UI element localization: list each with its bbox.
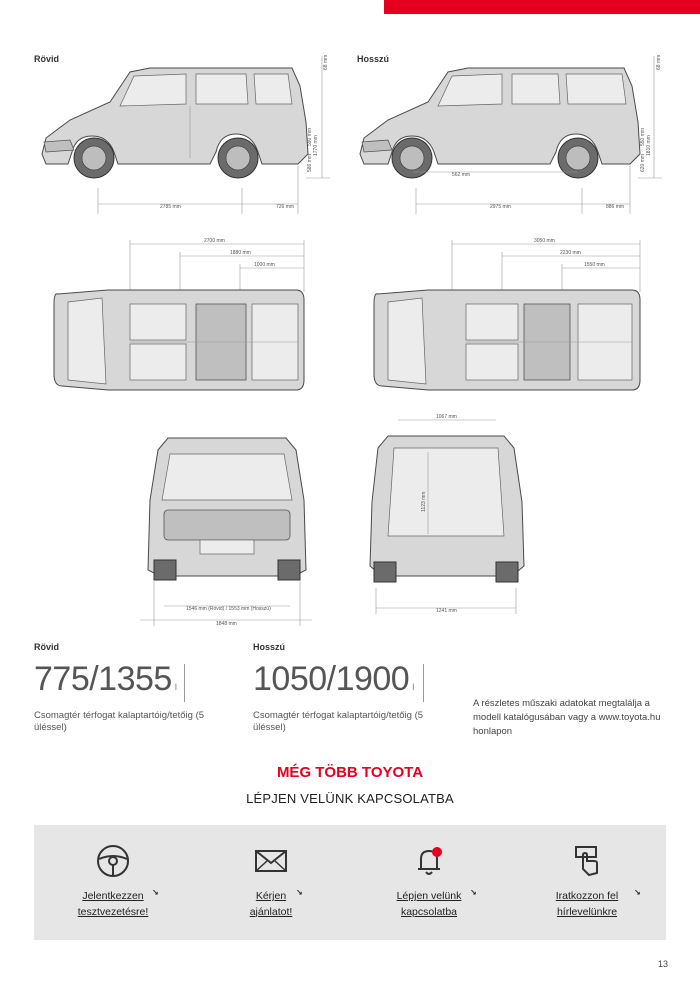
long-side-label: Hosszú (357, 54, 390, 64)
long-overhang-dim: 886 mm (606, 204, 625, 210)
contact-line1[interactable]: Lépjen velünk (396, 890, 462, 902)
short-wheelbase-dim: 2785 mm (160, 204, 181, 210)
short-ground-dim: 586 mm (307, 153, 313, 172)
long-height-dim: 1810 mm (646, 135, 652, 156)
long-sill-dim: 562 mm (452, 172, 471, 178)
short-van-side (42, 68, 308, 178)
specs-info-text: A részletes műszaki adatokat megtalálja a modell katalógusában vagy a www.toyota.hu honlapon (473, 698, 661, 737)
bell-notification-icon (411, 843, 447, 879)
contact-arrow-icon: ↘ (470, 888, 477, 897)
envelope-icon (253, 843, 289, 879)
long-volume-desc: Csomagtér térfogat kalaptartóig/tetőig (5 üléssel) (253, 710, 424, 734)
long-top-view-drawing (366, 232, 656, 412)
short-top-dimensions (130, 238, 304, 292)
newsletter-arrow-icon: ↘ (634, 888, 641, 897)
long-top-dim-c: 1550 mm (584, 262, 605, 268)
short-volume-label: Rövid (34, 642, 60, 652)
request-offer-line2[interactable]: ajánlatot! (249, 905, 293, 918)
short-side-view-drawing (30, 46, 340, 216)
newsletter-label[interactable] (508, 889, 666, 921)
long-van-top (374, 290, 640, 390)
headline: MÉG TÖBB TOYOTA (276, 764, 424, 781)
rear-dimensions-bottom (376, 588, 516, 614)
front-width-dim: 1848 mm (216, 621, 237, 627)
long-roof-rack-dim: 68 mm (656, 54, 662, 70)
short-volume-number: 775/1355 (34, 660, 172, 698)
test-drive-arrow-icon: ↘ (152, 888, 159, 897)
van-front (148, 438, 306, 580)
short-overhang-dim: 726 mm (276, 204, 295, 210)
contact-line2[interactable]: kapcsolatba (400, 905, 458, 918)
short-top-dim-c: 1000 mm (254, 262, 275, 268)
short-roof-rack-dim: 68 mm (323, 54, 329, 70)
hand-pointer-icon (569, 843, 605, 879)
steering-wheel-icon (95, 843, 131, 879)
long-wheelbase-dim: 2975 mm (490, 204, 511, 210)
long-body-height-dim: 550 mm (640, 127, 646, 146)
front-view-drawing (136, 420, 318, 630)
short-top-view-drawing (46, 232, 316, 412)
short-body-height-dim: 590 mm (307, 127, 313, 146)
request-offer-arrow-icon: ↘ (296, 888, 303, 897)
rear-opening-height-dim: 1123 mm (421, 491, 427, 512)
short-top-dim-a: 2700 mm (204, 238, 225, 244)
long-volume-label: Hosszú (253, 642, 286, 652)
long-ground-dim: 620 mm (640, 153, 646, 172)
long-volume-separator (423, 664, 424, 702)
newsletter-cta[interactable] (508, 825, 666, 940)
long-top-dim-a: 3050 mm (534, 238, 555, 244)
long-volume-number: 1050/1900 (253, 660, 410, 698)
test-drive-line2[interactable]: tesztvezetésre! (77, 905, 149, 918)
long-top-dimensions (452, 238, 640, 292)
van-rear (370, 436, 524, 582)
test-drive-cta[interactable] (34, 825, 192, 940)
short-volume-block (34, 642, 234, 735)
long-top-dim-b: 2230 mm (560, 250, 581, 256)
short-volume-desc: Csomagtér térfogat kalaptartóig/tetőig (5 üléssel) (34, 710, 205, 734)
request-offer-label[interactable] (192, 889, 350, 921)
request-offer-cta[interactable] (192, 825, 350, 940)
long-side-view-drawing (352, 46, 670, 216)
rear-view-drawing (356, 412, 536, 618)
front-track-dim: 1546 mm (Rövid) / 1553 mm (Hosszú) (186, 606, 271, 612)
front-dimensions (140, 580, 312, 627)
subheadline: LÉPJEN VELÜNK KAPCSOLATBA (246, 791, 454, 806)
contact-label[interactable] (350, 889, 508, 921)
test-drive-label[interactable] (34, 889, 192, 921)
rear-dimensions-top (398, 414, 496, 420)
short-van-top (54, 290, 304, 390)
newsletter-line2[interactable]: hírlevelünkre (556, 905, 618, 918)
short-volume-unit: l (174, 682, 177, 692)
top-accent-bar (384, 0, 700, 14)
cta-panel (34, 825, 666, 940)
short-volume-separator (184, 664, 185, 702)
rear-opening-width-dim: 1067 mm (436, 414, 457, 420)
short-volume-value (34, 662, 234, 696)
long-volume-unit: l (412, 682, 414, 692)
newsletter-line1[interactable]: Iratkozzon fel (555, 890, 619, 902)
page-number: 13 (657, 959, 668, 969)
rear-track-dim: 1241 mm (436, 608, 457, 614)
short-top-dim-b: 1880 mm (230, 250, 251, 256)
contact-cta[interactable] (350, 825, 508, 940)
short-side-label: Rövid (34, 54, 60, 64)
long-van-side (360, 68, 640, 178)
test-drive-line1[interactable]: Jelentkezzen (82, 890, 144, 902)
request-offer-line1[interactable]: Kérjen (255, 890, 287, 902)
short-height-dim: 1770 mm (313, 135, 319, 156)
